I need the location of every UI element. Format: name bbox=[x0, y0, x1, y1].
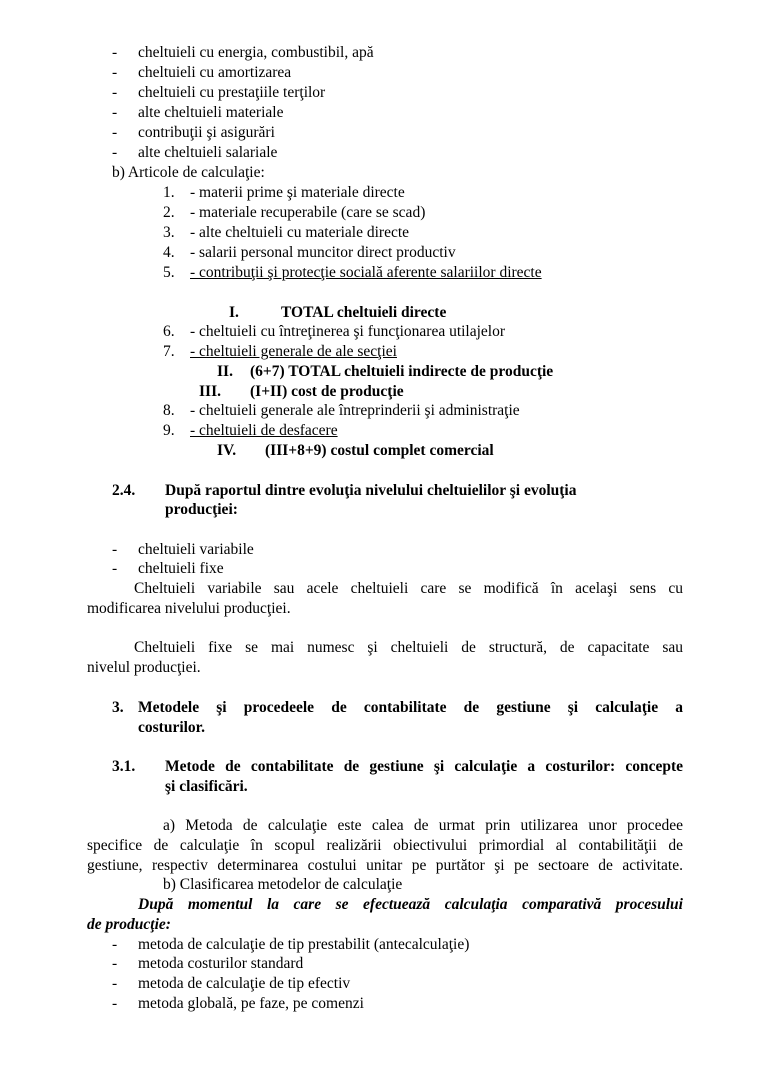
paragraph-line: gestiune, respectiv determinarea costului unitar pe purtător şi pe sectoare de activitate. bbox=[87, 857, 683, 874]
total-text: TOTAL cheltuieli directe bbox=[281, 304, 447, 321]
paragraph-line: modificarea nivelului producţiei. bbox=[87, 600, 291, 617]
section-title: Metodele şi procedeele de contabilitate de gestiune şi calculaţie a bbox=[138, 699, 683, 716]
list-item: metoda de calculaţie de tip prestabilit (antecalculaţie) bbox=[138, 936, 470, 953]
bullet-dash: - bbox=[112, 541, 118, 558]
list-item: metoda de calculaţie de tip efectiv bbox=[138, 975, 351, 992]
list-item: cheltuieli cu prestaţiile terţilor bbox=[138, 84, 326, 101]
articol-text: - materii prime şi materiale directe bbox=[190, 184, 405, 201]
italic-heading: După momentul la care se efectuează calculaţia comparativă procesului bbox=[138, 896, 683, 913]
bullet-dash: - bbox=[112, 84, 118, 101]
paragraph-line: Cheltuieli variabile sau acele cheltuieli care se modifică în acelaşi sens cu bbox=[134, 580, 683, 597]
bullet-dash: - bbox=[112, 955, 118, 972]
bullet-dash: - bbox=[112, 44, 118, 61]
bullet-dash: - bbox=[112, 124, 118, 141]
section-title: şi clasificări. bbox=[165, 778, 248, 795]
section-title: După raportul dintre evoluţia nivelului cheltuielilor şi evoluţia bbox=[165, 482, 577, 499]
list-item: alte cheltuieli materiale bbox=[138, 104, 284, 121]
bullet-dash: - bbox=[112, 560, 118, 577]
articole-heading: b) Articole de calculaţie: bbox=[112, 164, 265, 181]
bullet-dash: - bbox=[112, 64, 118, 81]
bullet-dash: - bbox=[112, 104, 118, 121]
total-number: III. bbox=[199, 383, 221, 400]
articol-number: 4. bbox=[163, 244, 175, 261]
bullet-dash: - bbox=[112, 975, 118, 992]
list-item: metoda costurilor standard bbox=[138, 955, 304, 972]
articol-number: 5. bbox=[163, 264, 175, 281]
articol-number: 9. bbox=[163, 422, 175, 439]
total-number: IV. bbox=[217, 442, 237, 459]
articol-text: - contribuţii şi protecţie socială aferente salariilor directe bbox=[190, 264, 542, 281]
total-number: II. bbox=[217, 363, 233, 380]
articol-text: - cheltuieli cu întreţinerea şi funcţionarea utilajelor bbox=[190, 323, 506, 340]
articol-text: - materiale recuperabile (care se scad) bbox=[190, 204, 426, 221]
list-item: cheltuieli fixe bbox=[138, 560, 224, 577]
total-number: I. bbox=[229, 304, 239, 321]
total-text: (6+7) TOTAL cheltuieli indirecte de producţie bbox=[250, 363, 554, 380]
paragraph-line: nivelul producţiei. bbox=[87, 659, 201, 676]
articol-text: - alte cheltuieli cu materiale directe bbox=[190, 224, 410, 241]
list-item: cheltuieli cu amortizarea bbox=[138, 64, 292, 81]
section-number: 3.1. bbox=[112, 758, 136, 775]
paragraph-line: specifice de calculaţie în scopul realizării obiectivului primordial al contabilităţii de bbox=[87, 837, 683, 854]
paragraph-line: b) Clasificarea metodelor de calculaţie bbox=[163, 876, 403, 893]
paragraph-line: Cheltuieli fixe se mai numesc şi cheltuieli de structură, de capacitate sau bbox=[134, 639, 683, 656]
total-text: (III+8+9) costul complet comercial bbox=[265, 442, 494, 459]
articol-text: - cheltuieli generale de ale secţiei bbox=[190, 343, 397, 360]
paragraph-line: a) Metoda de calculaţie este calea de urmat prin utilizarea unor procedee bbox=[163, 817, 683, 834]
section-number: 2.4. bbox=[112, 482, 136, 499]
bullet-dash: - bbox=[112, 936, 118, 953]
list-item: metoda globală, pe faze, pe comenzi bbox=[138, 995, 364, 1012]
total-text: (I+II) cost de producţie bbox=[250, 383, 404, 400]
articol-number: 7. bbox=[163, 343, 175, 360]
section-number: 3. bbox=[112, 699, 124, 716]
articol-number: 3. bbox=[163, 224, 175, 241]
list-item: alte cheltuieli salariale bbox=[138, 144, 278, 161]
articol-number: 6. bbox=[163, 323, 175, 340]
list-item: contribuţii şi asigurări bbox=[138, 124, 275, 141]
italic-heading: de producţie: bbox=[87, 916, 171, 933]
articol-text: - salarii personal muncitor direct productiv bbox=[190, 244, 456, 261]
articol-number: 8. bbox=[163, 402, 175, 419]
section-title: Metode de contabilitate de gestiune şi calculaţie a costurilor: concepte bbox=[165, 758, 683, 775]
articol-number: 2. bbox=[163, 204, 175, 221]
articol-text: - cheltuieli generale ale întreprinderii şi administraţie bbox=[190, 402, 520, 419]
section-title: producţiei: bbox=[165, 501, 238, 518]
articol-text: - cheltuieli de desfacere bbox=[190, 422, 338, 439]
bullet-dash: - bbox=[112, 144, 118, 161]
bullet-dash: - bbox=[112, 995, 118, 1012]
section-title: costurilor. bbox=[138, 719, 206, 736]
list-item: cheltuieli variabile bbox=[138, 541, 254, 558]
list-item: cheltuieli cu energia, combustibil, apă bbox=[138, 44, 374, 61]
articol-number: 1. bbox=[163, 184, 175, 201]
